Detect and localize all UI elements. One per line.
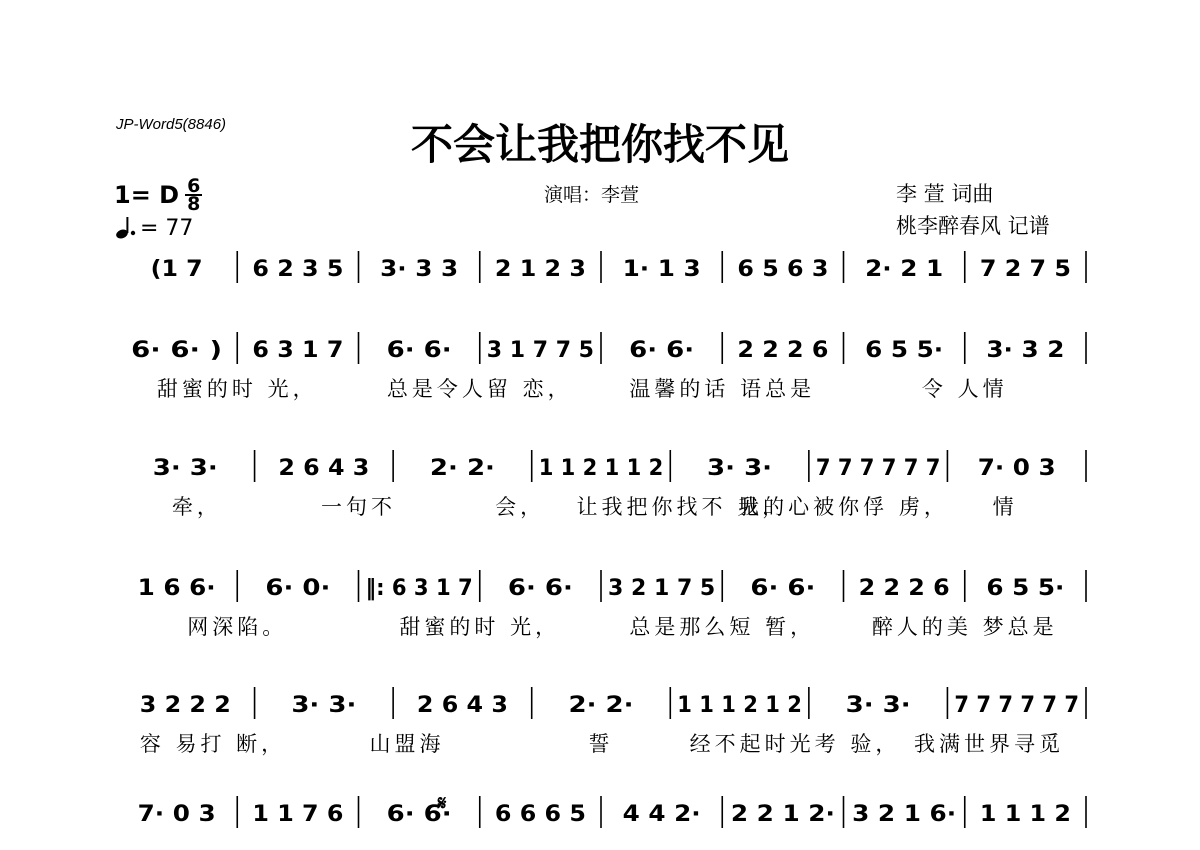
measure: 6· 0· [265,576,331,601]
measure: 3· 3· [152,456,218,481]
measure: 1 1 1 2 1 2 [677,693,802,718]
measure: 1· 1 3 [622,257,701,282]
meter-bottom: 8 [187,193,201,215]
measure: 3 1 7 7 5 [486,338,594,363]
lyric-phrase: 经不起时光考 验， [689,732,901,756]
measure: 6· 6· ) [131,338,223,363]
measure: 6· 6· [386,802,452,827]
measure: 7 2 7 5 [979,257,1071,282]
measure: 1 1 2 1 1 2 [538,456,664,481]
lyric-phrase: 牵， [171,495,222,519]
lyric-phrase: 山盟海 [369,732,445,756]
measure: 6· 6· [386,338,452,363]
composer-credit: 李 萱 词曲 [896,182,994,206]
lyric-phrase: 会， [495,495,546,519]
measure: 3 2 1 7 5 [608,576,716,601]
measure: 6· 6· [507,576,573,601]
measure: 6· 6· [629,338,695,363]
lyric-phrase: 一句不 [321,495,396,519]
measure: ‖: 6 3 1 7 [365,576,473,601]
measure: 7· 0 3 [977,456,1056,481]
tempo-value: = 77 [140,215,194,241]
measure: 2 2 1 2· [730,802,835,827]
measure: 7 7 7 7 7 7 [815,456,941,481]
measure: 3· 3 3 [380,257,459,282]
measure: 3· 3· [707,456,773,481]
key-label: 1= D [114,181,180,209]
measure: 3· 3· [845,693,911,718]
measure: 2· 2 1 [865,257,944,282]
score-source-label: JP-Word5(8846) [116,116,227,133]
measure: 6 5 6 3 [737,257,829,282]
lyric-phrase: 我满世界寻觅 [914,732,1064,756]
lyric-phrase: 我的心被你俘 虏， [738,495,949,519]
measure: 6 5 5· [865,338,944,363]
measure: 3 2 2 2 [139,693,231,718]
measure: 7 7 7 7 7 7 [954,693,1079,718]
measure: 6 5 5· [986,576,1065,601]
measure: 4 4 2· [622,802,701,827]
measure: 2 2 2 6 [858,576,950,601]
lyric-phrase: 总是那么短 暂， [629,615,816,639]
measure: 1 6 6· [137,576,216,601]
lyric-phrase: 温馨的话 语总是 [629,377,816,401]
lyric-phrase: 甜蜜的时 光， [156,377,318,401]
lyric-phrase: 情 [992,495,1018,519]
measure: 6 6 6 5 [494,802,586,827]
measure: 1 1 1 2 [979,802,1071,827]
measure: 6· 6· [750,576,816,601]
measure: 2 2 2 6 [737,338,829,363]
measure: 2 6 4 3 [278,456,370,481]
measure: 2 1 2 3 [494,257,586,282]
transcriber-credit: 桃李醉春风 记谱 [896,214,1050,238]
lyric-phrase: 令 人情 [921,377,1008,401]
lyric-phrase: 醉人的美 梦总是 [871,615,1058,639]
singer-credit: 演唱：李萱 [544,184,640,206]
lyric-phrase: 甜蜜的时 光， [399,615,561,639]
lyric-phrase: 容 易打 断， [139,732,287,756]
segno-sign: 𝄋 [437,791,447,815]
measure: (1 7 [150,257,203,282]
measure: 2 6 4 3 [416,693,508,718]
lyric-phrase: 网深陷。 [187,615,288,639]
lyric-phrase: 誓 [588,732,614,756]
measure: 7· 0 3 [137,802,216,827]
lyric-phrase: 总是令人留 恋， [386,377,573,401]
measure: 3· 3 2 [986,338,1065,363]
measure: 3· 3· [291,693,357,718]
song-title: 不会让我把你找不见 [410,120,789,169]
measure: 1 1 7 6 [252,802,344,827]
measure: 6 3 1 7 [252,338,344,363]
measure: 2· 2· [568,693,634,718]
measure: 3 2 1 6· [852,802,957,827]
meter-top: 6 [187,175,201,197]
measure: 6 2 3 5 [252,257,344,282]
measure: 2· 2· [429,456,495,481]
lyric-phrase: 让我把你找不 见， [576,495,788,519]
